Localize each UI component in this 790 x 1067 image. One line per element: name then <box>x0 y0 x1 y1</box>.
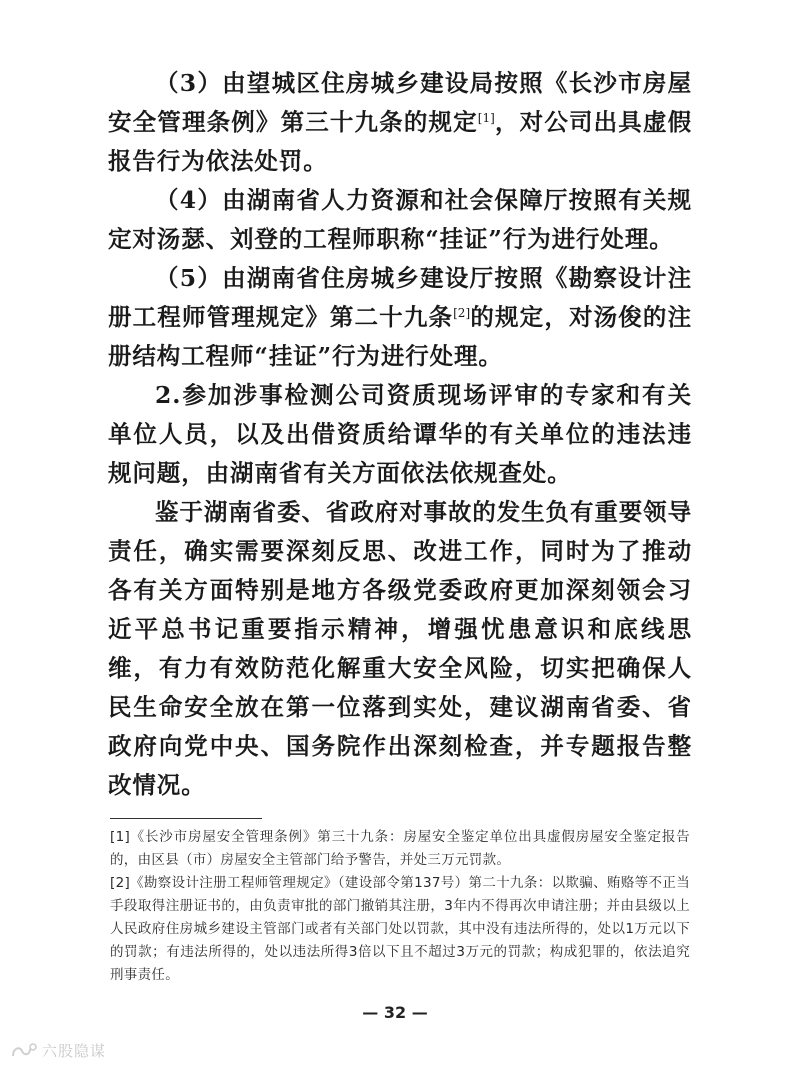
paragraph-4 <box>108 181 692 259</box>
paragraph-item-2 <box>108 376 692 493</box>
watermark-logo-icon <box>10 1042 38 1060</box>
footnotes <box>110 826 690 987</box>
footnote-2: [2]《勘察设计注册工程师管理规定》（建设部令第137号）第二十九条：以欺骗、贿赂等不正当手段取得注册证书的，由负责审批的部门撤销其注册，3年内不得再次申请注册；并由县级以上人民政府住房城乡建设主管部门或者有关部门处以罚款，其中没有违法所得的，处以1万元以下的罚款；有违法所得的，处以违法所得3倍以下且不超过3万元的罚款；构成犯罪的，依法追究刑事责任。 <box>110 875 690 983</box>
paragraph-text: （5）由湖南省住房城乡建设厅按照《勘察设计注册工程师管理规定》第二十九条 <box>108 264 692 331</box>
paragraph-text: 2.参加涉事检测公司资质现场评审的专家和有关单位人员，以及出借资质给谭华的有关单位的违法违规问题，由湖南省有关方面依法依规查处。 <box>108 381 692 487</box>
footnote-1: [1]《长沙市房屋安全管理条例》第三十九条：房屋安全鉴定单位出具虚假房屋安全鉴定报告的，由区县（市）房屋安全主管部门给予警告，并处三万元罚款。 <box>110 829 690 868</box>
page-number: — 32 — <box>362 1003 428 1022</box>
paragraph-text: 的规定，对汤俊的注册结构工程师“挂证”行为进行处理。 <box>108 303 692 370</box>
watermark <box>10 1040 106 1061</box>
footnote-ref-1: [1] <box>477 111 495 125</box>
paragraph-text: （4）由湖南省人力资源和社会保障厅按照有关规定对汤瑟、刘登的工程师职称“挂证”行为进行处理。 <box>108 186 692 253</box>
body-text <box>108 64 692 805</box>
watermark-text: 六股隐谋 <box>42 1042 107 1060</box>
paragraph-3 <box>108 64 692 181</box>
paragraph-5 <box>108 259 692 376</box>
paragraph-text: （3）由望城区住房城乡建设局按照《长沙市房屋安全管理条例》第三十九条的规定 <box>108 69 692 136</box>
paragraph-text: 鉴于湖南省委、省政府对事故的发生负有重要领导责任，确实需要深刻反思、改进工作，同时为了推动各有关方面特别是地方各级党委政府更加深刻领会习近平总书记重要指示精神，增强忧患意识和底线思维，有力有效防范化解重大安全风险，切实把确保人民生命安全放在第一位落到实处，建议湖南省委、省政府向党中央、国务院作出深刻检查，并专题报告整改情况。 <box>108 498 692 799</box>
footnote-divider <box>110 818 262 819</box>
paragraph-text: ，对公司出具虚假报告行为依法处罚。 <box>108 108 692 175</box>
footnote-ref-2: [2] <box>453 306 471 320</box>
paragraph-conclusion <box>108 493 692 805</box>
